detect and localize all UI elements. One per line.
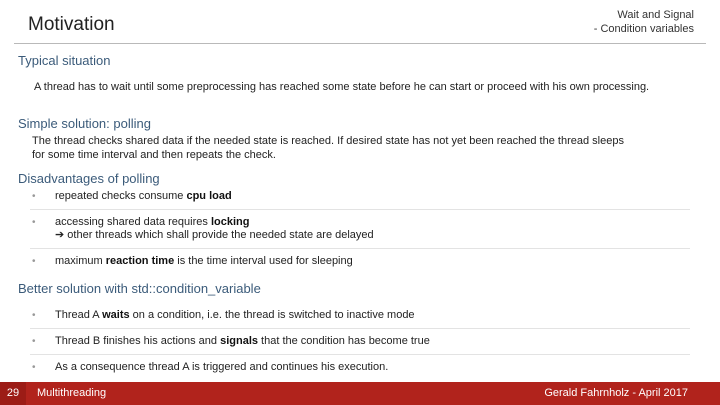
header-subtitle-line2: - Condition variables: [593, 23, 694, 35]
bullet-icon: •: [32, 256, 36, 267]
list-item: • accessing shared data requires locking ➔ other threads which shall provide the needed state are delayed: [32, 216, 374, 241]
list-separator: [30, 248, 690, 249]
list-item: • As a consequence thread A is triggered and continues his execution.: [32, 361, 389, 373]
page-title: Motivation: [28, 14, 115, 35]
header-subtitle-line1: Wait and Signal: [617, 9, 694, 21]
bullet-icon: •: [32, 336, 36, 347]
list-item: • Thread A waits on a condition, i.e. the thread is switched to inactive mode: [32, 309, 415, 321]
header-subtitle: [594, 8, 694, 36]
heading-polling: Simple solution: polling: [18, 116, 151, 131]
list-item: • Thread B finishes his actions and signals that the condition has become true: [32, 335, 430, 347]
list-separator: [30, 328, 690, 329]
text-polling: The thread checks shared data if the needed state is reached. If desired state has not yet been reached the thread sleeps for some time interval and then repeats the check.: [32, 135, 624, 161]
bullet-icon: •: [32, 362, 36, 373]
heading-better-solution: Better solution with std::condition_variable: [18, 281, 261, 296]
arrow-icon: ➔: [55, 229, 65, 241]
list-better-solution: [30, 309, 690, 374]
header-divider: [14, 43, 706, 44]
heading-typical-situation: Typical situation: [18, 53, 111, 68]
bullet-icon: •: [32, 310, 36, 321]
list-disadvantages: [30, 190, 690, 268]
bullet-icon: •: [32, 191, 36, 202]
list-separator: [30, 209, 690, 210]
list-item: • maximum reaction time is the time interval used for sleeping: [32, 255, 353, 267]
text-typical-situation: A thread has to wait until some preprocessing has reached some state before he can start or proceed with his own processing.: [34, 81, 650, 93]
footer-author-date: Gerald Fahrnholz - April 2017: [544, 387, 688, 399]
list-separator: [30, 354, 690, 355]
heading-disadvantages: Disadvantages of polling: [18, 171, 160, 186]
footer-bar: [0, 382, 720, 405]
page-number: 29: [0, 382, 26, 405]
bullet-icon: •: [32, 217, 36, 228]
list-item: • repeated checks consume cpu load: [32, 190, 232, 202]
footer-topic: Multithreading: [37, 387, 107, 399]
